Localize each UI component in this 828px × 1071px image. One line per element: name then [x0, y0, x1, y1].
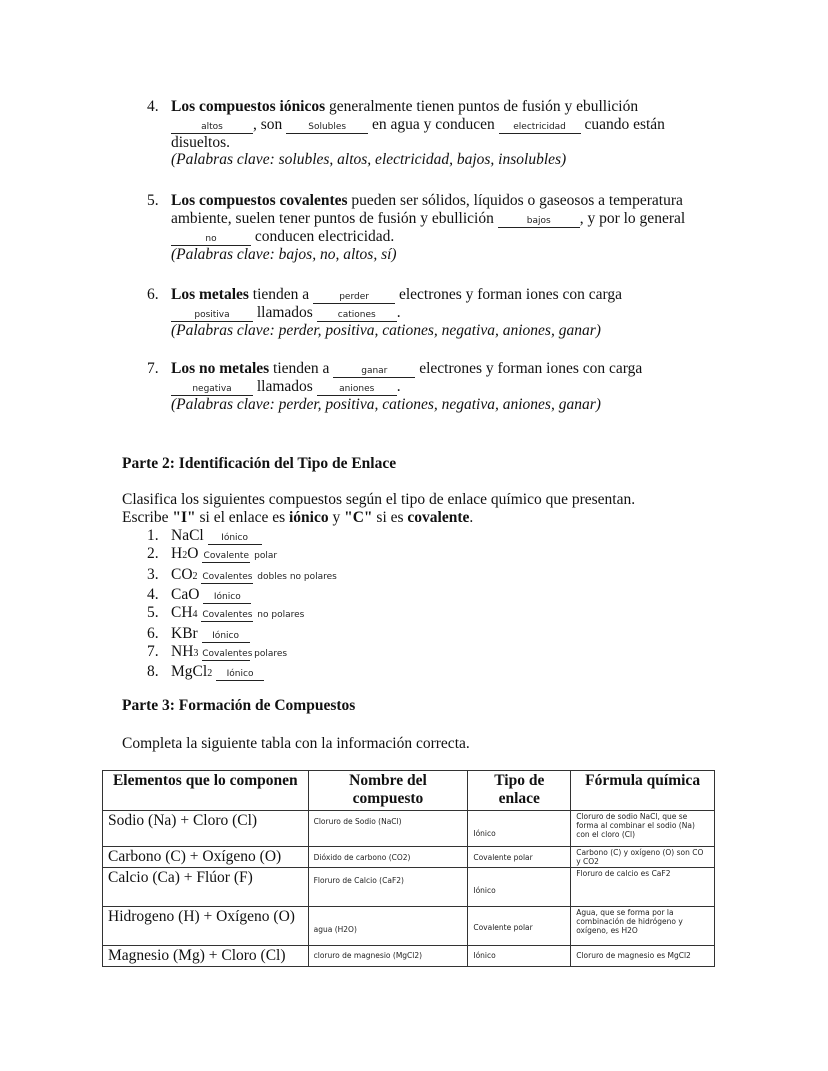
table-row — [103, 868, 715, 907]
formula: CH — [171, 604, 193, 622]
item-number: 2. — [147, 545, 159, 562]
answer-blank[interactable]: altos — [171, 122, 253, 134]
answer-blank[interactable]: Covalente — [203, 551, 249, 561]
question-6 — [147, 286, 717, 340]
item-text: en agua y conducen — [368, 115, 499, 133]
bond-type-cell[interactable]: Covalente polar — [468, 907, 571, 946]
item-text: . — [396, 304, 401, 321]
formula-subscript: 2 — [192, 570, 198, 582]
item-text: electrones y forman iones con carga — [395, 286, 623, 303]
elements-cell: Hidrogeno (H) + Oxígeno (O) — [103, 907, 309, 946]
compound-name-cell[interactable]: agua (H2O) — [308, 907, 468, 946]
instruction-text: . — [469, 508, 474, 526]
answer-blank[interactable]: bajos — [498, 216, 580, 228]
keywords-hint: (Palabras clave: solubles, altos, electricidad, bajos, insolubles) — [171, 151, 567, 168]
item-text: cuando están disueltos. — [171, 115, 665, 151]
answer-note: polares — [254, 648, 288, 659]
item-number: 4. — [147, 98, 159, 115]
list-item — [147, 625, 337, 643]
question-7 — [147, 360, 717, 414]
answer-blank[interactable]: Covalentes — [202, 610, 253, 621]
item-text: pueden ser sólidos, líquidos o gaseosos a temperatura ambiente, suelen tener puntos de fusión y ebullición — [171, 192, 683, 227]
instruction-line: Clasifica los siguientes compuestos según el tipo de enlace químico que presentan. — [122, 491, 636, 508]
answer-blank[interactable]: Iónico — [203, 592, 251, 604]
item-number: 5. — [147, 192, 159, 209]
instruction-bold: "C" — [344, 508, 373, 526]
item-text: conducen electricidad. — [251, 227, 395, 245]
answer-blank[interactable]: Covalentes — [202, 648, 253, 659]
instruction-bold: "I" — [172, 508, 196, 526]
list-item — [147, 663, 337, 683]
answer-note: dobles no polares — [257, 571, 337, 582]
answer-blank[interactable]: perder — [313, 292, 395, 304]
table-row — [103, 946, 715, 967]
item-heading: Los compuestos iónicos — [171, 98, 326, 115]
keywords-hint: (Palabras clave: perder, positiva, cationes, negativa, aniones, ganar) — [171, 396, 601, 413]
formula: O — [187, 545, 199, 562]
table-row — [103, 847, 715, 868]
item-heading: Los metales — [171, 286, 249, 303]
formula: CaO — [171, 586, 200, 604]
formula-subscript: 4 — [192, 609, 198, 621]
column-header: Nombre del compuesto — [308, 771, 468, 811]
instruction-text: y — [328, 508, 345, 526]
question-4 — [147, 98, 717, 169]
answer-blank[interactable]: Iónico — [208, 533, 262, 545]
list-item — [147, 604, 337, 625]
formula: NaCl — [171, 527, 204, 544]
instruction-text: si es — [372, 508, 408, 526]
bond-type-cell[interactable]: Covalente polar — [468, 847, 571, 868]
instruction-text: si el enlace es — [195, 508, 289, 526]
elements-cell: Sodio (Na) + Cloro (Cl) — [103, 811, 309, 847]
item-number: 5. — [147, 604, 159, 622]
item-text: llamados — [253, 304, 317, 321]
compound-name-cell[interactable]: cloruro de magnesio (MgCl2) — [308, 946, 468, 967]
bond-type-cell[interactable]: Iónico — [468, 946, 571, 967]
classification-list — [147, 527, 337, 683]
section-title-parte-3: Parte 3: Formación de Compuestos — [122, 697, 356, 714]
column-header: Tipo de enlace — [468, 771, 571, 811]
formula-subscript: 2 — [207, 668, 213, 680]
formula-subscript: 2 — [182, 550, 188, 561]
formula-cell[interactable]: Floruro de calcio es CaF2 — [571, 868, 715, 907]
formula-cell[interactable]: Agua, que se forma por la combinación de hidrógeno y oxígeno, es H2O — [571, 907, 715, 946]
answer-blank[interactable]: Solubles — [286, 122, 368, 134]
formula-cell[interactable]: Carbono (C) y oxígeno (O) son CO y CO2 — [571, 847, 715, 868]
table-row — [103, 907, 715, 946]
bond-type-cell[interactable]: Iónico — [468, 868, 571, 907]
answer-blank[interactable]: Iónico — [202, 631, 250, 643]
item-number: 1. — [147, 527, 159, 544]
question-5 — [147, 192, 717, 263]
table-row — [103, 811, 715, 847]
answer-blank[interactable]: no — [171, 234, 251, 246]
formula-cell[interactable]: Cloruro de magnesio es MgCl2 — [571, 946, 715, 967]
keywords-hint: (Palabras clave: bajos, no, altos, sí) — [171, 245, 397, 263]
answer-blank[interactable]: aniones — [317, 384, 397, 396]
section-title-parte-2: Parte 2: Identificación del Tipo de Enlace — [122, 455, 397, 472]
item-text: llamados — [253, 378, 317, 395]
item-heading: Los compuestos covalentes — [171, 192, 348, 209]
list-item — [147, 643, 337, 664]
item-text: tienden a — [269, 360, 334, 377]
answer-blank[interactable]: cationes — [317, 310, 397, 322]
formula: NH — [171, 642, 194, 660]
item-number: 6. — [147, 624, 159, 642]
formula: MgCl — [171, 663, 208, 681]
parte-3-instructions: Completa la siguiente tabla con la información correcta. — [122, 735, 470, 752]
answer-blank[interactable]: negativa — [171, 384, 253, 396]
keywords-hint: (Palabras clave: perder, positiva, cationes, negativa, aniones, ganar) — [171, 322, 601, 339]
parte-2-instructions — [122, 491, 722, 526]
formula: KBr — [171, 624, 198, 642]
bond-type-cell[interactable]: Iónico — [468, 811, 571, 847]
compound-name-cell[interactable]: Cloruro de Sodio (NaCl) — [308, 811, 468, 847]
item-number: 7. — [147, 360, 159, 377]
item-text: . — [396, 378, 401, 395]
answer-blank[interactable]: positiva — [171, 310, 253, 322]
list-item — [147, 545, 337, 566]
compound-name-cell[interactable]: Dióxido de carbono (CO2) — [308, 847, 468, 868]
formula-cell[interactable]: Cloruro de sodio NaCl, que se forma al combinar el sodio (Na) con el cloro (Cl) — [571, 811, 715, 847]
column-header: Fórmula química — [571, 771, 715, 811]
item-text: tienden a — [248, 286, 314, 303]
answer-note: no polares — [257, 610, 305, 621]
answer-blank[interactable]: electricidad — [499, 122, 581, 134]
answer-blank[interactable]: Iónico — [216, 669, 264, 681]
formula: CO — [171, 565, 193, 583]
list-item — [147, 527, 337, 545]
list-item — [147, 586, 337, 604]
elements-cell: Carbono (C) + Oxígeno (O) — [103, 847, 309, 868]
item-number: 3. — [147, 565, 159, 583]
formula-subscript: 3 — [193, 647, 199, 659]
table-header-row — [103, 771, 715, 811]
elements-cell: Magnesio (Mg) + Cloro (Cl) — [103, 946, 309, 967]
item-text: , y por lo general — [579, 209, 686, 227]
answer-blank[interactable]: Covalentes — [202, 571, 253, 582]
instruction-text: Escribe — [122, 508, 173, 526]
column-header: Elementos que lo componen — [103, 771, 309, 811]
compounds-table — [102, 770, 715, 967]
item-text: electrones y forman iones con carga — [415, 360, 643, 377]
answer-blank[interactable]: ganar — [333, 366, 415, 378]
list-item — [147, 566, 337, 587]
item-number: 6. — [147, 286, 159, 303]
formula: H — [171, 545, 183, 562]
item-number: 7. — [147, 642, 159, 660]
item-number: 4. — [147, 586, 159, 604]
item-text: generalmente tienen puntos de fusión y ebullición — [325, 98, 639, 115]
item-number: 8. — [147, 663, 159, 681]
item-heading: Los no metales — [171, 360, 270, 377]
compound-name-cell[interactable]: Floruro de Calcio (CaF2) — [308, 868, 468, 907]
answer-note: polar — [254, 551, 278, 561]
item-text: , son — [253, 115, 287, 133]
elements-cell: Calcio (Ca) + Flúor (F) — [103, 868, 309, 907]
instruction-bold: covalente — [407, 508, 470, 526]
instruction-bold: iónico — [289, 508, 329, 526]
